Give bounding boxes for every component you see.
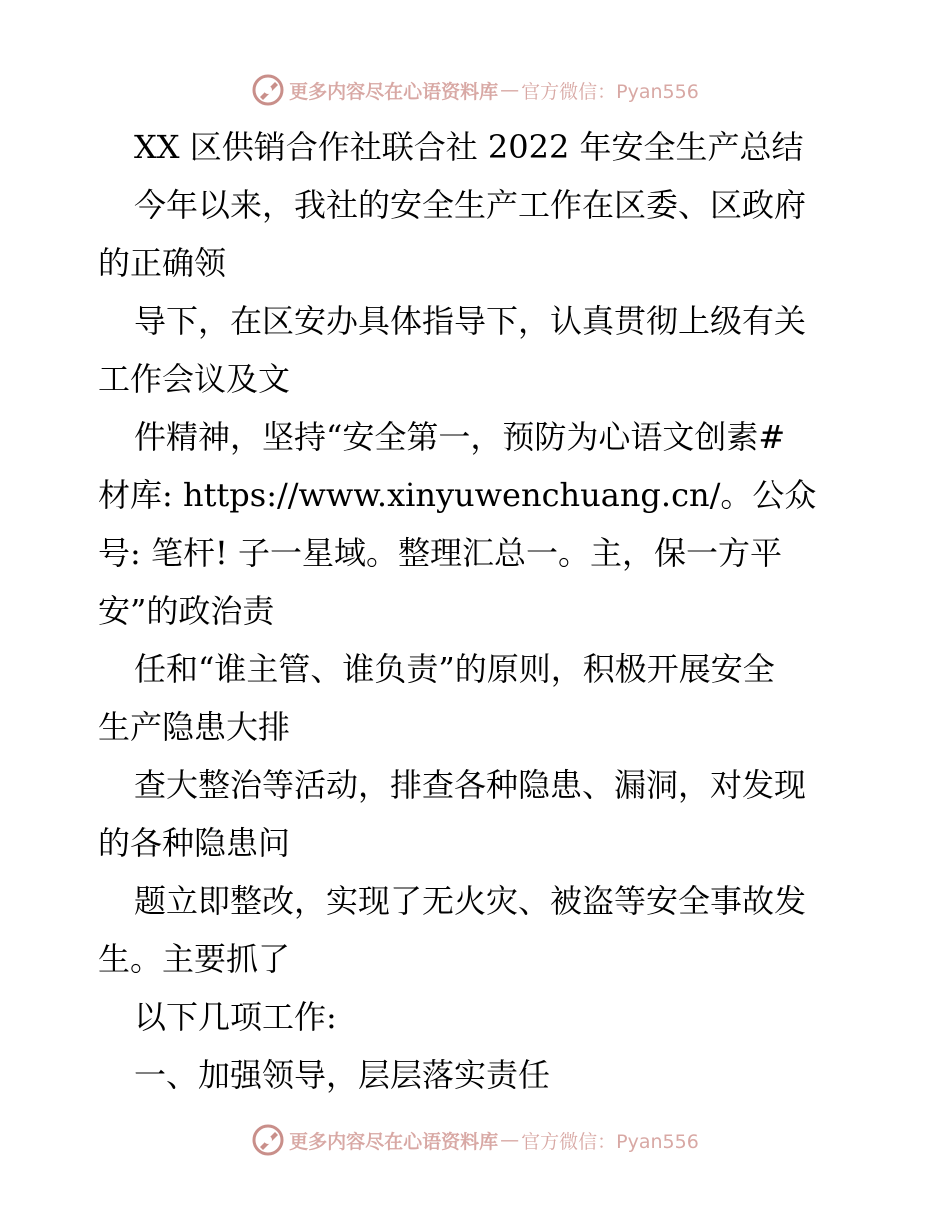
paragraph-line: 导下，在区安办具体指导下，认真贯彻上级有关 [134,302,807,340]
paragraph-line: 的正确领 [98,244,227,282]
paragraph-line: 工作会议及文 [98,360,291,398]
paragraph-line: 件精神，坚持“安全第一，预防为心语文创素# [134,418,786,456]
watermark-text: 更多内容尽在心语资料库 [289,1130,499,1153]
watermark-dash: — [500,79,520,101]
watermark-header [0,70,950,110]
paragraph-line: 今年以来，我社的安全生产工作在区委、区政府 [134,186,807,224]
brand-logo-icon [251,73,285,107]
paragraph-line: 的各种隐患问 [98,824,291,862]
watermark-wechat: 官方微信：Pyan556 [521,1130,699,1153]
paragraph-line: 以下几项工作: [134,998,337,1036]
watermark-text: 更多内容尽在心语资料库 [289,80,499,103]
brand-logo-icon [251,1123,285,1157]
paragraph-line: 安”的政治责 [98,592,275,630]
watermark-wechat: 官方微信：Pyan556 [521,80,699,103]
paragraph-line: 材库: https://www.xinyuwenchuang.cn/。公众 [98,476,817,514]
document-title: XX 区供销合作社联合社 2022 年安全生产总结 [134,128,804,166]
paragraph-line: 任和“谁主管、谁负责”的原则，积极开展安全 [134,650,775,688]
watermark-dash: — [500,1129,520,1151]
paragraph-line: 查大整治等活动，排查各种隐患、漏洞，对发现 [134,766,807,804]
section-heading: 一、加强领导，层层落实责任 [134,1056,551,1094]
paragraph-line: 题立即整改，实现了无火灾、被盗等安全事故发 [134,882,807,920]
paragraph-line: 生产隐患大排 [98,708,291,746]
paragraph-line: 生。主要抓了 [98,940,291,978]
watermark-footer [0,1120,950,1160]
paragraph-line: 号: 笔杆! 子一星域。整理汇总一。主，保一方平 [98,534,782,572]
document-body [98,118,858,1104]
